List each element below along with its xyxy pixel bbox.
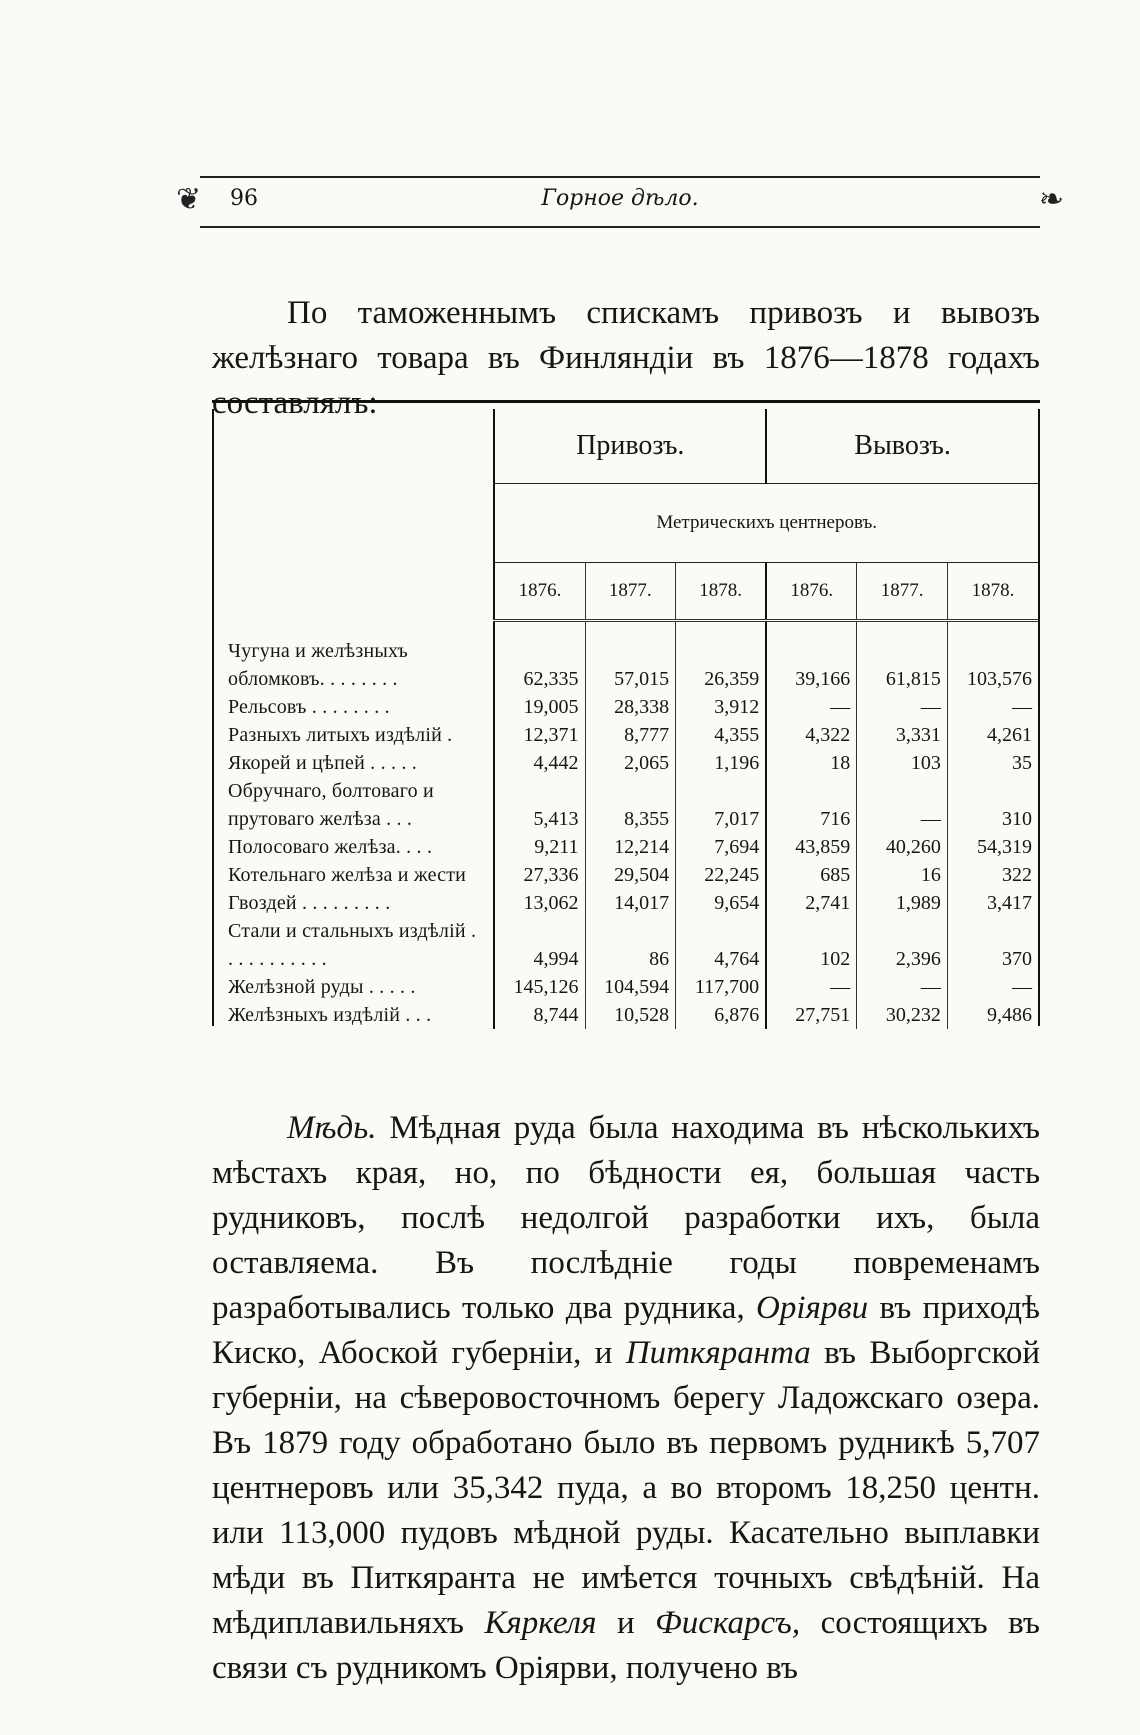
cell-value: 5,413 [494,777,585,833]
year-header: 1876. [766,563,857,621]
cell-value: 4,994 [494,917,585,973]
table-row [214,861,1038,889]
table-row [214,973,1038,1001]
cell-value: 62,335 [494,621,585,693]
cell-value: 40,260 [857,833,948,861]
cell-value: — [766,693,857,721]
copper-text: въ приходѣ Киско, Абоской губерніи, и [212,1290,1040,1371]
cell-value: — [857,693,948,721]
cell-value: — [947,693,1038,721]
cell-value: 9,211 [494,833,585,861]
row-label: Рельсовъ . . . . . . . . [228,695,390,718]
cell-value: 27,751 [766,1001,857,1029]
page-number: 96 [230,186,258,211]
cell-value: 54,319 [947,833,1038,861]
cell-value: 35 [947,749,1038,777]
table-row [214,917,1038,973]
year-header: 1878. [947,563,1038,621]
cell-value: 4,261 [947,721,1038,749]
cell-value: 19,005 [494,693,585,721]
cell-value: 27,336 [494,861,585,889]
cell-value: — [857,777,948,833]
cell-value: 1,989 [857,889,948,917]
cell-value: 1,196 [676,749,767,777]
cell-value: 310 [947,777,1038,833]
cell-value: 28,338 [585,693,676,721]
table-row [214,721,1038,749]
row-label: Желѣзныхъ издѣлій . . . [228,1003,432,1026]
table-row [214,693,1038,721]
cell-value: 4,355 [676,721,767,749]
cell-value: 39,166 [766,621,857,693]
copper-text: въ Выборгской губерніи, на сѣверовосточномъ берегу Ладожскаго озера. Въ 1879 году обработано было въ первомъ рудникѣ 5,707 центнеровъ или 35,342 пуда, а во второмъ 18,250 центн. или 113,000 пудовъ мѣдной руды. Касательно выплавки мѣди въ Питкяранта не имѣется точныхъ свѣдѣній. На мѣдиплавильняхъ [212,1335,1041,1641]
cell-value: 10,528 [585,1001,676,1029]
cell-value: 12,371 [494,721,585,749]
copper-text: Мѣдная руда была находима въ нѣсколькихъ мѣстахъ края, но, по бѣдности ея, большая часть рудниковъ, послѣ недолгой разработки ихъ, была оставляема. Въ послѣдніе годы повременамъ разработывались только два рудника, [212,1110,1040,1326]
cell-value: 13,062 [494,889,585,917]
works-name: Кяркеля [484,1605,597,1641]
cell-value: — [947,973,1038,1001]
ornament-left-icon: ❦ [176,182,202,217]
copper-text: состоящихъ въ связи съ рудникомъ Оріярви, получено въ [212,1605,1040,1686]
iron-trade-table [212,400,1040,1026]
cell-value: 370 [947,917,1038,973]
cell-value: 18 [766,749,857,777]
intro-paragraph: По таможеннымъ спискамъ привозъ и вывозъ желѣзнаго товара въ Финляндіи въ 1876—1878 годахъ составлялъ: [212,295,1040,421]
cell-value: 4,442 [494,749,585,777]
cell-value: 3,331 [857,721,948,749]
cell-value: — [857,973,948,1001]
cell-value: 8,777 [585,721,676,749]
cell-value: 14,017 [585,889,676,917]
running-title: Горное дѣло. [541,186,699,211]
row-label: Обручнаго, болтоваго и прутоваго желѣза . . . [228,779,434,830]
cell-value: 4,764 [676,917,767,973]
cell-value: 2,065 [585,749,676,777]
table-right-rule [1038,409,1040,1026]
cell-value: 16 [857,861,948,889]
year-header: 1876. [494,563,585,621]
cell-value: 7,017 [676,777,767,833]
cell-value: 9,486 [947,1001,1038,1029]
cell-value: 117,700 [676,973,767,1001]
row-label: Якорей и цѣпей . . . . . [228,751,417,774]
ornament-right-icon: ❧ [1038,182,1064,217]
cell-value: 8,744 [494,1001,585,1029]
cell-value: 3,912 [676,693,767,721]
table-row [214,833,1038,861]
export-group-header: Вывозъ. [766,409,1038,484]
row-label: Стали и стальныхъ издѣлій . . . . . . . . . . . [228,919,477,970]
cell-value: 3,417 [947,889,1038,917]
mine-name: Оріярви [756,1290,869,1326]
row-label: Полосоваго желѣза. . . . [228,835,433,858]
cell-value: 30,232 [857,1001,948,1029]
row-label: Чугуна и желѣзныхъ обломковъ. . . . . . . . [228,639,408,690]
cell-value: 103,576 [947,621,1038,693]
cell-value: 57,015 [585,621,676,693]
cell-value: 103 [857,749,948,777]
cell-value: 104,594 [585,973,676,1001]
cell-value: 12,214 [585,833,676,861]
import-group-header: Привозъ. [494,409,766,484]
cell-value: 86 [585,917,676,973]
table-row [214,777,1038,833]
cell-value: 4,322 [766,721,857,749]
cell-value: 8,355 [585,777,676,833]
running-header [176,176,1064,228]
cell-value: 22,245 [676,861,767,889]
row-label: Желѣзной руды . . . . . [228,975,416,998]
row-label: Разныхъ литыхъ издѣлій . [228,723,453,746]
trade-table-grid [214,409,1038,1029]
cell-value: 6,876 [676,1001,767,1029]
label-column-header [214,409,494,621]
cell-value: 145,126 [494,973,585,1001]
cell-value: 2,741 [766,889,857,917]
cell-value: 26,359 [676,621,767,693]
year-header: 1878. [676,563,767,621]
copper-heading: Мѣдь. [287,1110,377,1146]
cell-value: 102 [766,917,857,973]
year-header: 1877. [857,563,948,621]
cell-value: 322 [947,861,1038,889]
cell-value: 716 [766,777,857,833]
mine-name: Питкяранта [625,1335,811,1371]
unit-header: Метрическихъ центнеровъ. [494,484,1038,563]
cell-value: 7,694 [676,833,767,861]
copper-text: и [596,1605,656,1641]
cell-value: 685 [766,861,857,889]
cell-value: 61,815 [857,621,948,693]
cell-value: 29,504 [585,861,676,889]
copper-paragraph [212,1106,1040,1691]
cell-value: — [766,973,857,1001]
table-row [214,1001,1038,1029]
table-row [214,749,1038,777]
row-label: Котельнаго желѣза и жести [228,863,467,886]
table-row [214,621,1038,693]
cell-value: 43,859 [766,833,857,861]
year-header: 1877. [585,563,676,621]
row-label: Гвоздей . . . . . . . . . [228,891,391,914]
cell-value: 2,396 [857,917,948,973]
table-row [214,889,1038,917]
works-name: Фискарсъ, [655,1605,801,1641]
table-body [214,621,1038,1029]
cell-value: 9,654 [676,889,767,917]
